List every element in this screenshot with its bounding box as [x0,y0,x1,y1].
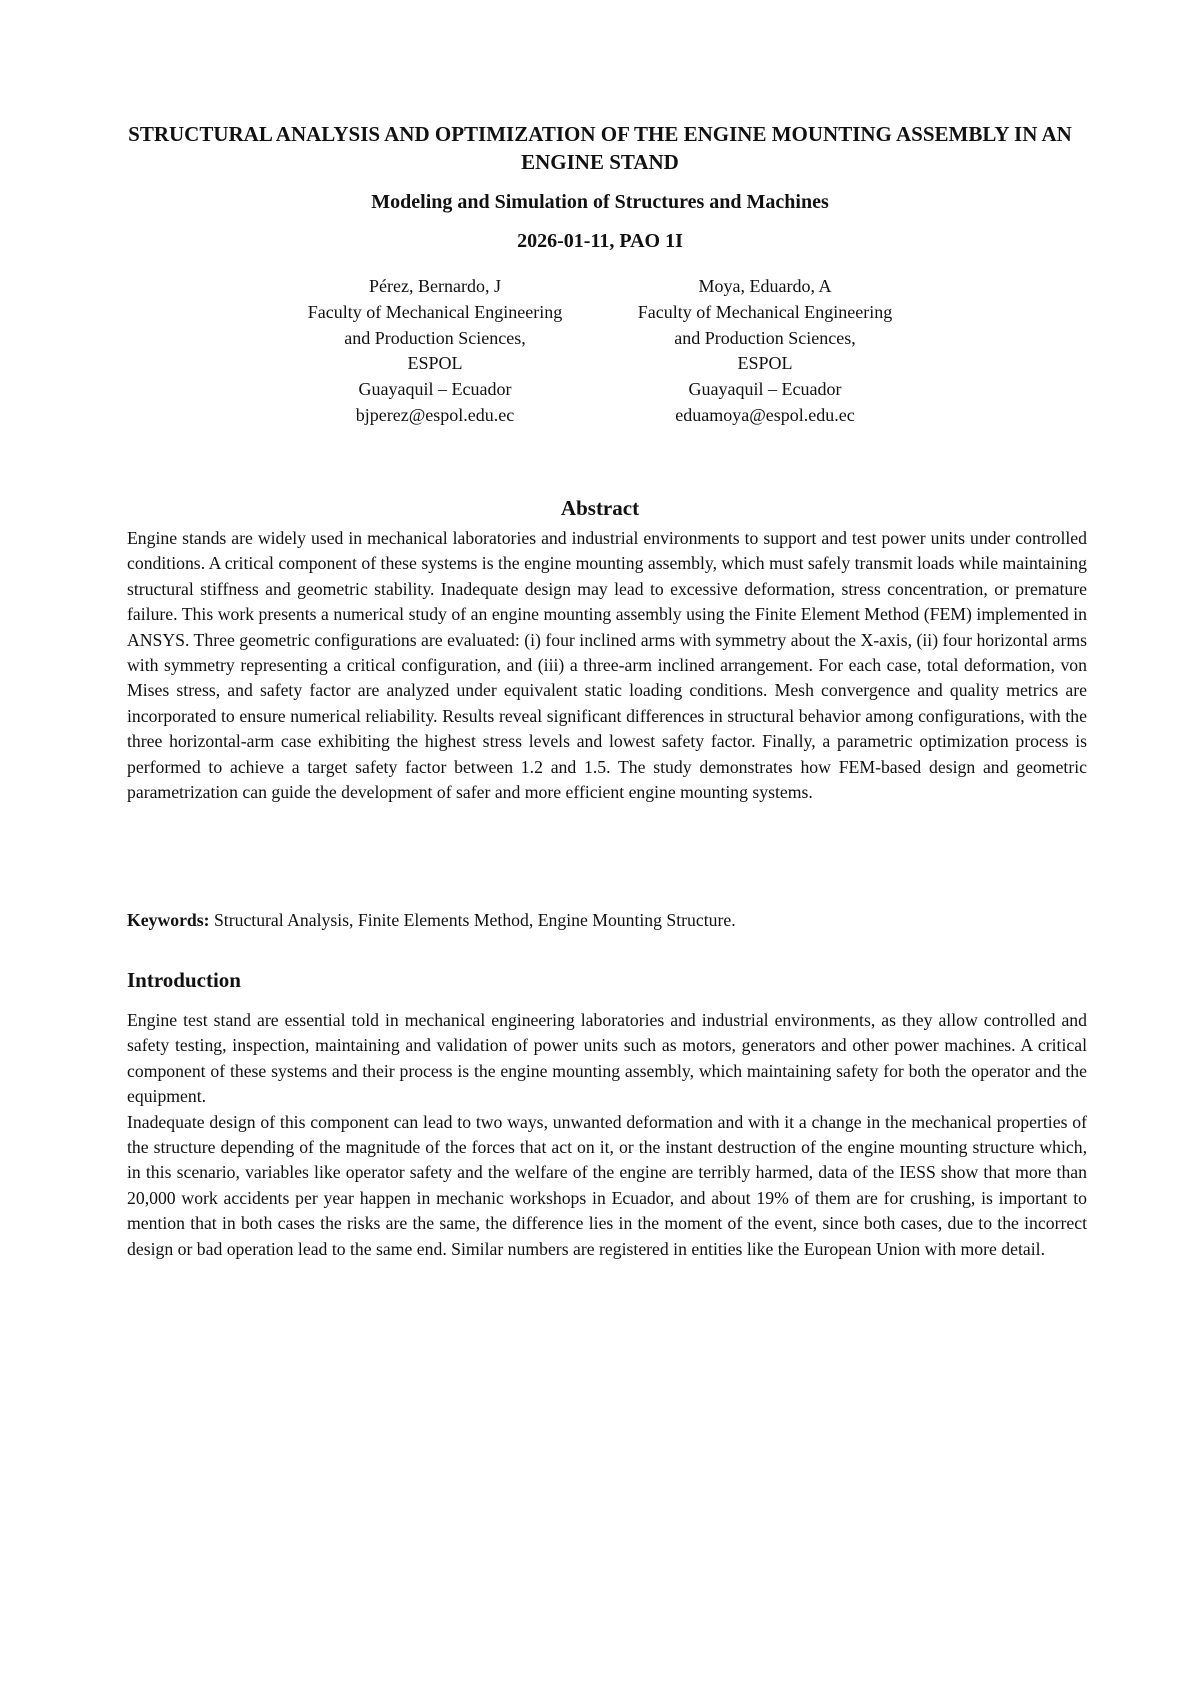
paper-subtitle: Modeling and Simulation of Structures and Machines [371,191,829,213]
author-faculty: Faculty of Mechanical Engineering [307,301,563,322]
intro-paragraph-2: Inadequate design of this component can lead to two ways, unwanted deformation and with it a change in the mechanical properties of the structure depending of the magnitude of the forces that act on it, or the instant destruction of the engine mounting structure which, in this scenario, variables like operator safety and the welfare of the engine are terribly harmed, data of the IESS show that more than 20,000 work accidents per year happen in mechanic workshops in Ecuador, and about 19% of them are for crushing, is important to mention that in both cases the risks are the same, the difference lies in the moment of the event, since both cases, due to the incorrect design or bad operation lead to the same end. Similar numbers are registered in entities like the European Union with more detail. [127,1111,1087,1259]
author-faculty-cont: and Production Sciences, [344,327,526,348]
author-2 [600,274,930,429]
author-location: Guayaquil – Ecuador [358,379,512,400]
keywords-line [127,908,1087,933]
author-faculty-cont: and Production Sciences, [674,327,856,348]
author-block [270,274,930,429]
author-location: Guayaquil – Ecuador [688,379,842,400]
section-heading-introduction: Introduction [127,968,241,992]
author-name: Moya, Eduardo, A [698,276,832,296]
author-1 [270,274,600,429]
author-name: Pérez, Bernardo, J [369,276,501,296]
paper-date-line: 2026-01-11, PAO 1I [517,230,683,252]
author-email: eduamoya@espol.edu.ec [675,404,855,425]
intro-paragraph-1: Engine test stand are essential told in mechanical engineering laboratories and industrial environments, as they allow controlled and safety testing, inspection, maintaining and validation of power units such as motors, generators and other power machines. A critical component of these systems and their process is the engine mounting assembly, which maintaining safety for both the operator and the equipment. [127,1010,1087,1107]
abstract-text: Engine stands are widely used in mechanical laboratories and industrial environments to support and test power units under controlled conditions. A critical component of these systems is the engine mounting assembly, which must safely transmit loads while maintaining structural stiffness and geometric stability. Inadequate design may lead to excessive deformation, stress concentration, or premature failure. This work presents a numerical study of an engine mounting assembly using the Finite Element Method (FEM) implemented in ANSYS. Three geometric configurations are evaluated: (i) four inclined arms with symmetry about the X-axis, (ii) four horizontal arms with symmetry representing a critical configuration, and (iii) a three-arm inclined arrangement. For each case, total deformation, von Mises stress, and safety factor are analyzed under equivalent static loading conditions. Mesh convergence and quality metrics are incorporated to ensure numerical reliability. Results reveal significant differences in structural behavior among configurations, with the three horizontal-arm case exhibiting the highest stress levels and lowest safety factor. Finally, a parametric optimization process is performed to achieve a target safety factor between 1.2 and 1.5. The study demonstrates how FEM-based design and geometric parametrization can guide the development of safer and more efficient engine mounting systems. [127,528,1087,803]
abstract-heading: Abstract [560,496,640,520]
keywords-text: Structural Analysis, Finite Elements Method, Engine Mounting Structure. [209,910,736,930]
author-email: bjperez@espol.edu.ec [355,404,515,425]
introduction-body [127,1008,1087,1262]
author-faculty: Faculty of Mechanical Engineering [637,301,893,322]
paper-title: STRUCTURAL ANALYSIS AND OPTIMIZATION OF THE ENGINE MOUNTING ASSEMBLY IN AN ENGINE STAND [128,122,1072,174]
author-institution: ESPOL [407,353,463,374]
author-institution: ESPOL [737,353,793,374]
keywords-label: Keywords: [127,910,210,930]
